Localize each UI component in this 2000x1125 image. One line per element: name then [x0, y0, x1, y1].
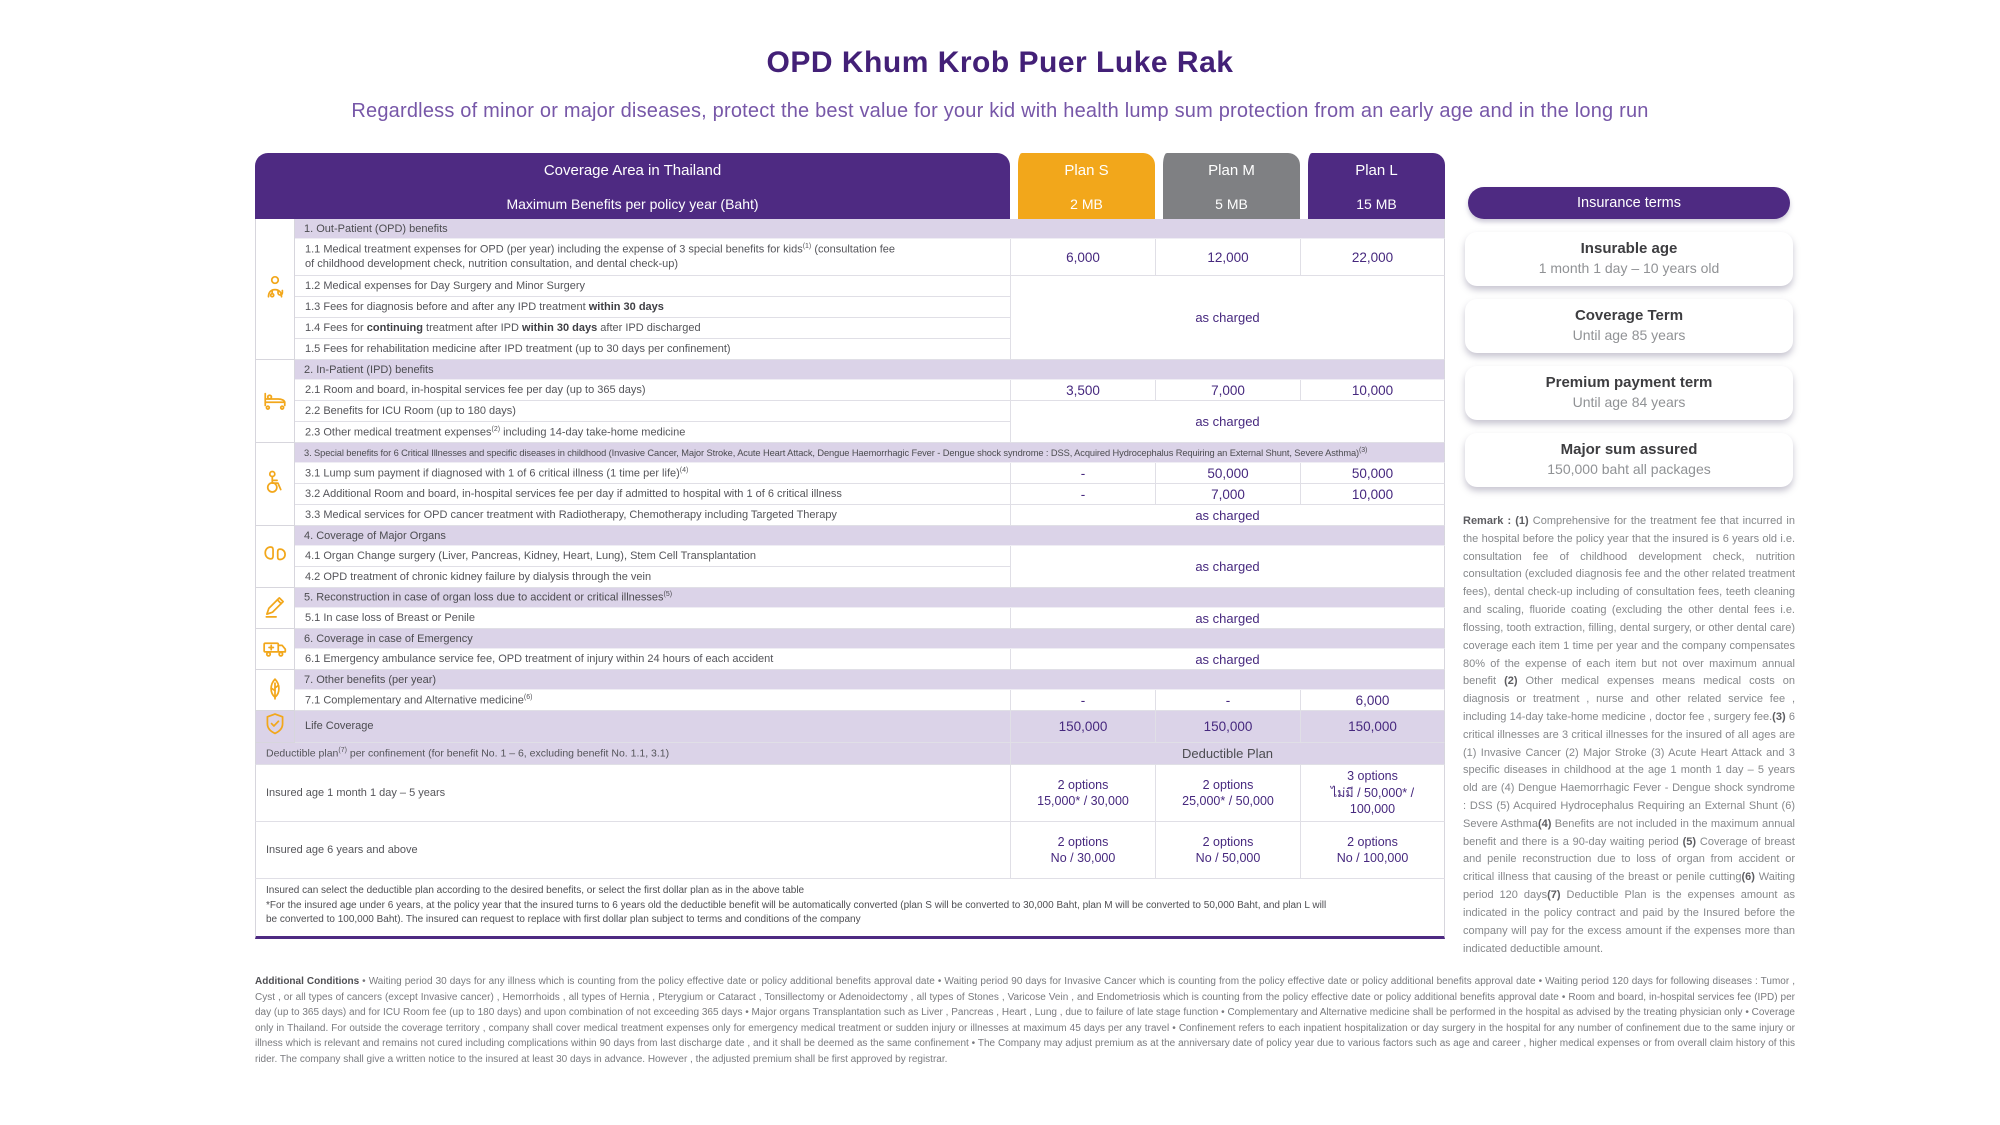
benefit-label: 6.1 Emergency ambulance service fee, OPD treatment of injury within 24 hours of each accident: [295, 649, 1010, 670]
life-coverage-value: 150,000: [1300, 711, 1445, 743]
term-value: Until age 85 years: [1572, 327, 1686, 343]
insurance-term-card: [1465, 433, 1793, 487]
benefit-value: as charged: [1010, 276, 1445, 360]
benefits-table-wrap: [255, 153, 1445, 939]
benefit-value: 50,000: [1155, 463, 1300, 484]
plan-benefit-amount: 15 MB: [1300, 188, 1445, 219]
section-row: [255, 670, 1445, 690]
benefit-label: 5.1 In case loss of Breast or Penile: [295, 608, 1010, 629]
deductible-plan-description: Deductible plan$^{(7)}$ per confinement (for benefit No. 1 – 6, excluding benefit No. 1.1, 3.1): [255, 743, 1010, 765]
shield-icon: [255, 711, 295, 743]
benefit-label: 3.2 Additional Room and board, in-hospital services fee per day if admitted to hospital with 1 of 6 critical illness: [295, 484, 1010, 505]
max-benefits-header: Maximum Benefits per policy year (Baht): [255, 188, 1010, 219]
benefit-value: 12,000: [1155, 239, 1300, 276]
page-title: OPD Khum Krob Puer Luke Rak: [766, 46, 1234, 79]
section-title: 2. In-Patient (IPD) benefits: [295, 360, 1445, 380]
benefit-label: 2.1 Room and board, in-hospital services fee per day (up to 365 days): [295, 380, 1010, 401]
life-coverage-label: Life Coverage: [295, 711, 1010, 743]
benefit-value: 3,500: [1010, 380, 1155, 401]
deductible-age-row: [255, 765, 1445, 822]
benefit-value: as charged: [1010, 608, 1445, 629]
benefit-row: [255, 401, 1445, 422]
benefit-row: [255, 463, 1445, 484]
benefit-value: -: [1010, 690, 1155, 711]
benefit-label: 4.1 Organ Change surgery (Liver, Pancreas, Kidney, Heart, Lung), Stem Cell Transplantation: [295, 546, 1010, 567]
section-title: 3. Special benefits for 6 Critical Illnesses and specific diseases in childhood (Invasive Cancer, Major Stroke, Acute Heart Attack, Dengue Haemorrhagic Fever - Dengue shock syndrome : DSS, Acquired Hydrocephalus Requiring an External Shunt, Severe Asthma)$^{(3)}$: [295, 443, 1445, 463]
deductible-option: 2 options 25,000* / 50,000: [1155, 765, 1300, 822]
term-value: Until age 84 years: [1572, 394, 1686, 410]
benefit-value: as charged: [1010, 546, 1445, 588]
benefit-value: 7,000: [1155, 484, 1300, 505]
benefit-label: 3.1 Lump sum payment if diagnosed with 1 of 6 critical illness (1 time per life)$^{(4)}$: [295, 463, 1010, 484]
deductible-option: 3 options ไม่มี / 50,000* / 100,000: [1300, 765, 1445, 822]
deductible-option: 2 options No / 50,000: [1155, 822, 1300, 879]
benefit-value: -: [1155, 690, 1300, 711]
term-title: Premium payment term: [1545, 374, 1713, 391]
deductible-plan-label: Deductible Plan: [1010, 743, 1445, 765]
term-title: Major sum assured: [1560, 441, 1698, 458]
plan-tab-plan-s: Plan S: [1010, 153, 1155, 188]
patient-icon: [255, 443, 295, 526]
benefit-value: 6,000: [1300, 690, 1445, 711]
benefit-value: 10,000: [1300, 484, 1445, 505]
benefit-header-row: [255, 188, 1445, 219]
benefit-label: 2.2 Benefits for ICU Room (up to 180 days): [295, 401, 1010, 422]
benefit-value: 6,000: [1010, 239, 1155, 276]
benefit-value: as charged: [1010, 401, 1445, 443]
insurance-terms-header: Insurance terms: [1468, 187, 1790, 219]
coverage-area-header: Coverage Area in Thailand: [255, 153, 1010, 188]
benefit-label: 2.3 Other medical treatment expenses$^{(2)}$ including 14-day take-home medicine: [295, 422, 1010, 443]
page-subtitle: Regardless of minor or major diseases, protect the best value for your kid with health lump sum protection from an early age and in the long run: [351, 100, 1649, 122]
benefit-value: 7,000: [1155, 380, 1300, 401]
term-title: Insurable age: [1580, 240, 1678, 257]
deductible-header-row: [255, 743, 1445, 765]
benefit-value: 10,000: [1300, 380, 1445, 401]
table-footnote: Insured can select the deductible plan according to the desired benefits, or select the first dollar plan as in the above table *For the insured age under 6 years, at the policy year that the insured turns to 6 years old the deductible benefit will be automatically converted (plan S will be converted to 30,000 Baht, plan M will be converted to 50,000 Baht, and plan L will be converted to 100,000 Baht). The insured can request to replace with first dollar plan subject to terms and conditions of the company: [255, 879, 1445, 939]
section-title: 5. Reconstruction in case of organ loss due to accident or critical illnesses$^{(5)}$: [295, 588, 1445, 608]
section-row: [255, 629, 1445, 649]
plan-header-row: [255, 153, 1445, 188]
insured-age-label: Insured age 6 years and above: [255, 822, 1010, 879]
benefit-row: [255, 690, 1445, 711]
benefit-row: [255, 239, 1445, 276]
benefit-label: 1.1 Medical treatment expenses for OPD (per year) including the expense of 3 special benefits for kids$^{(1)}$ (consultation fee of childhood development check, nutrition consultation, and dental check-up): [295, 239, 1010, 276]
deductible-option: 2 options No / 30,000: [1010, 822, 1155, 879]
pen-icon: [255, 588, 295, 629]
insurance-terms-sidebar: [1463, 153, 1795, 958]
benefit-value: -: [1010, 463, 1155, 484]
benefit-row: [255, 546, 1445, 567]
section-row: [255, 443, 1445, 463]
plan-benefit-amount: 2 MB: [1010, 188, 1155, 219]
life-coverage-value: 150,000: [1010, 711, 1155, 743]
life-coverage-row: [255, 711, 1445, 743]
benefit-value: 22,000: [1300, 239, 1445, 276]
doctor-icon: [255, 219, 295, 360]
section-row: [255, 360, 1445, 380]
benefit-row: [255, 608, 1445, 629]
plan-tab-plan-m: Plan M: [1155, 153, 1300, 188]
section-title: 1. Out-Patient (OPD) benefits: [295, 219, 1445, 239]
section-row: [255, 588, 1445, 608]
benefit-label: 3.3 Medical services for OPD cancer treatment with Radiotherapy, Chemotherapy including Targeted Therapy: [295, 505, 1010, 526]
main-content: [255, 153, 1795, 958]
benefit-value: as charged: [1010, 505, 1445, 526]
benefit-row: [255, 380, 1445, 401]
benefit-row: [255, 505, 1445, 526]
additional-conditions: Additional Conditions • Waiting period 30 days for any illness which is counting from the policy effective date or policy additional benefits approval date • Waiting period 90 days for Invasive Cancer which is counting from the policy effective date or policy additional benefits approval date • Waiting period 120 days for following diseases : Tumor , Cyst , or all types of cancers (except Invasive cancer) , Hemorrhoids , all types of Hernia , Pterygium or Cataract , Tonsillectomy or Adenoidectomy , all types of Stones , Varicose Vein , and Endometriosis which is counting from the policy effective date or policy additional benefits approval date • Room and board, in-hospital services fee (IPD) per day (up to 365 days) and for ICU Room fee (up to 180 days) and upon combination of not exceeding 365 days • Major organs Transplantation such as Liver , Pancreas , Heart , Lung , due to failure of late stage function • Complementary and Alternative medicine shall be performed in the hospital as advised by the treating physician only • Coverage only in Thailand. For outside the coverage territory , company shall cover medical treatment expenses only for emergency medical treatment or sudden injury or illnesses at maximum 45 days per any travel • Confinement refers to each inpatient hospitalization or day surgery in the hospital for any number of confinement due to the same injury or illness which is relevant and remains not cured including complications within 90 days from last discharge date , and it shall be deemed as the same confinement • The Company may adjust premium as at the anniversary date of policy year due to various factors such as age and career , higher medical expenses or from overall claim history of this rider. The company shall give a written notice to the insured at least 30 days in advance. However , the adjusted premium shall be first approved by registrar.: [255, 976, 1796, 1065]
deductible-option: 2 options 15,000* / 30,000: [1010, 765, 1155, 822]
deductible-age-row: [255, 822, 1445, 879]
benefit-value: 50,000: [1300, 463, 1445, 484]
section-row: [255, 526, 1445, 546]
benefit-value: -: [1010, 484, 1155, 505]
insurance-term-card: [1465, 366, 1793, 420]
benefit-value: as charged: [1010, 649, 1445, 670]
benefit-label: 1.2 Medical expenses for Day Surgery and Minor Surgery: [295, 276, 1010, 297]
benefit-row: [255, 649, 1445, 670]
term-value: 1 month 1 day – 10 years old: [1538, 260, 1720, 276]
insurance-terms-cards: [1463, 232, 1795, 487]
benefits-table: [255, 153, 1445, 939]
plan-tab-plan-l: Plan L: [1300, 153, 1445, 188]
ambulance-icon: [255, 629, 295, 670]
benefit-label: 7.1 Complementary and Alternative medicine$^{(6)}$: [295, 690, 1010, 711]
benefit-label: 1.3 Fees for diagnosis before and after any IPD treatment within 30 days: [295, 297, 1010, 318]
plan-benefit-amount: 5 MB: [1155, 188, 1300, 219]
section-row: [255, 219, 1445, 239]
benefit-row: [255, 484, 1445, 505]
table-footnote-row: [255, 879, 1445, 939]
organs-icon: [255, 526, 295, 588]
term-value: 150,000 baht all packages: [1547, 461, 1711, 477]
section-title: 6. Coverage in case of Emergency: [295, 629, 1445, 649]
insurance-term-card: [1465, 232, 1793, 286]
insurance-term-card: [1465, 299, 1793, 353]
deductible-option: 2 options No / 100,000: [1300, 822, 1445, 879]
section-title: 4. Coverage of Major Organs: [295, 526, 1445, 546]
life-coverage-value: 150,000: [1155, 711, 1300, 743]
benefit-row: [255, 276, 1445, 297]
benefit-label: 1.4 Fees for continuing treatment after IPD within 30 days after IPD discharged: [295, 318, 1010, 339]
term-title: Coverage Term: [1574, 307, 1684, 324]
benefit-label: 4.2 OPD treatment of chronic kidney failure by dialysis through the vein: [295, 567, 1010, 588]
remark-text: Remark : (1) Comprehensive for the treatment fee that incurred in the hospital before the policy year that the insured is 6 years old i.e. consultation fee of childhood development check, nutrition consultation (excluded diagnosis fee and the other related treatment fees), dental check-up including of consultation fees, teeth cleaning and scaling, fluoride coating (excluding the other dental fees i.e. flossing, tooth extraction, filling, dental surgery, or other dental care) coverage each item 1 time per year and the company compensates 80% of the expense of each item but not over maximum annual benefit (2) Other medical expenses means medical costs on diagnosis or treatment , nurse and other related service fee , including 14-day take-home medicine , doctor fee , surgery fee.(3) 6 critical illnesses are 3 critical illnesses for the insured of all ages are (1) Invasive Cancer (2) Major Stroke (3) Acute Heart Attack and 3 specific diseases in childhood at the age 1 month 1 day – 5 years old are (4) Dengue Haemorrhagic Fever - Dengue shock syndrome : DSS (5) Acquired Hydrocephalus Requiring an External Shunt (6) Severe Asthma(4) Benefits are not included in the maximum annual benefit and there is a 90-day waiting period (5) Coverage of breast and penile reconstruction due to loss of organ from accident or critical illness that causing of the breast or penile cutting(6) Waiting period 120 days(7) Deductible Plan is the expenses amount as indicated in the policy contract and paid by the Insured before the company will pay for the excess amount if the expenses more than indicated deductible amount.: [1463, 515, 1796, 955]
herb-icon: [255, 670, 295, 711]
benefit-label: 1.5 Fees for rehabilitation medicine after IPD treatment (up to 30 days per confinement): [295, 339, 1010, 360]
bed-icon: [255, 360, 295, 443]
insured-age-label: Insured age 1 month 1 day – 5 years: [255, 765, 1010, 822]
section-title: 7. Other benefits (per year): [295, 670, 1445, 690]
